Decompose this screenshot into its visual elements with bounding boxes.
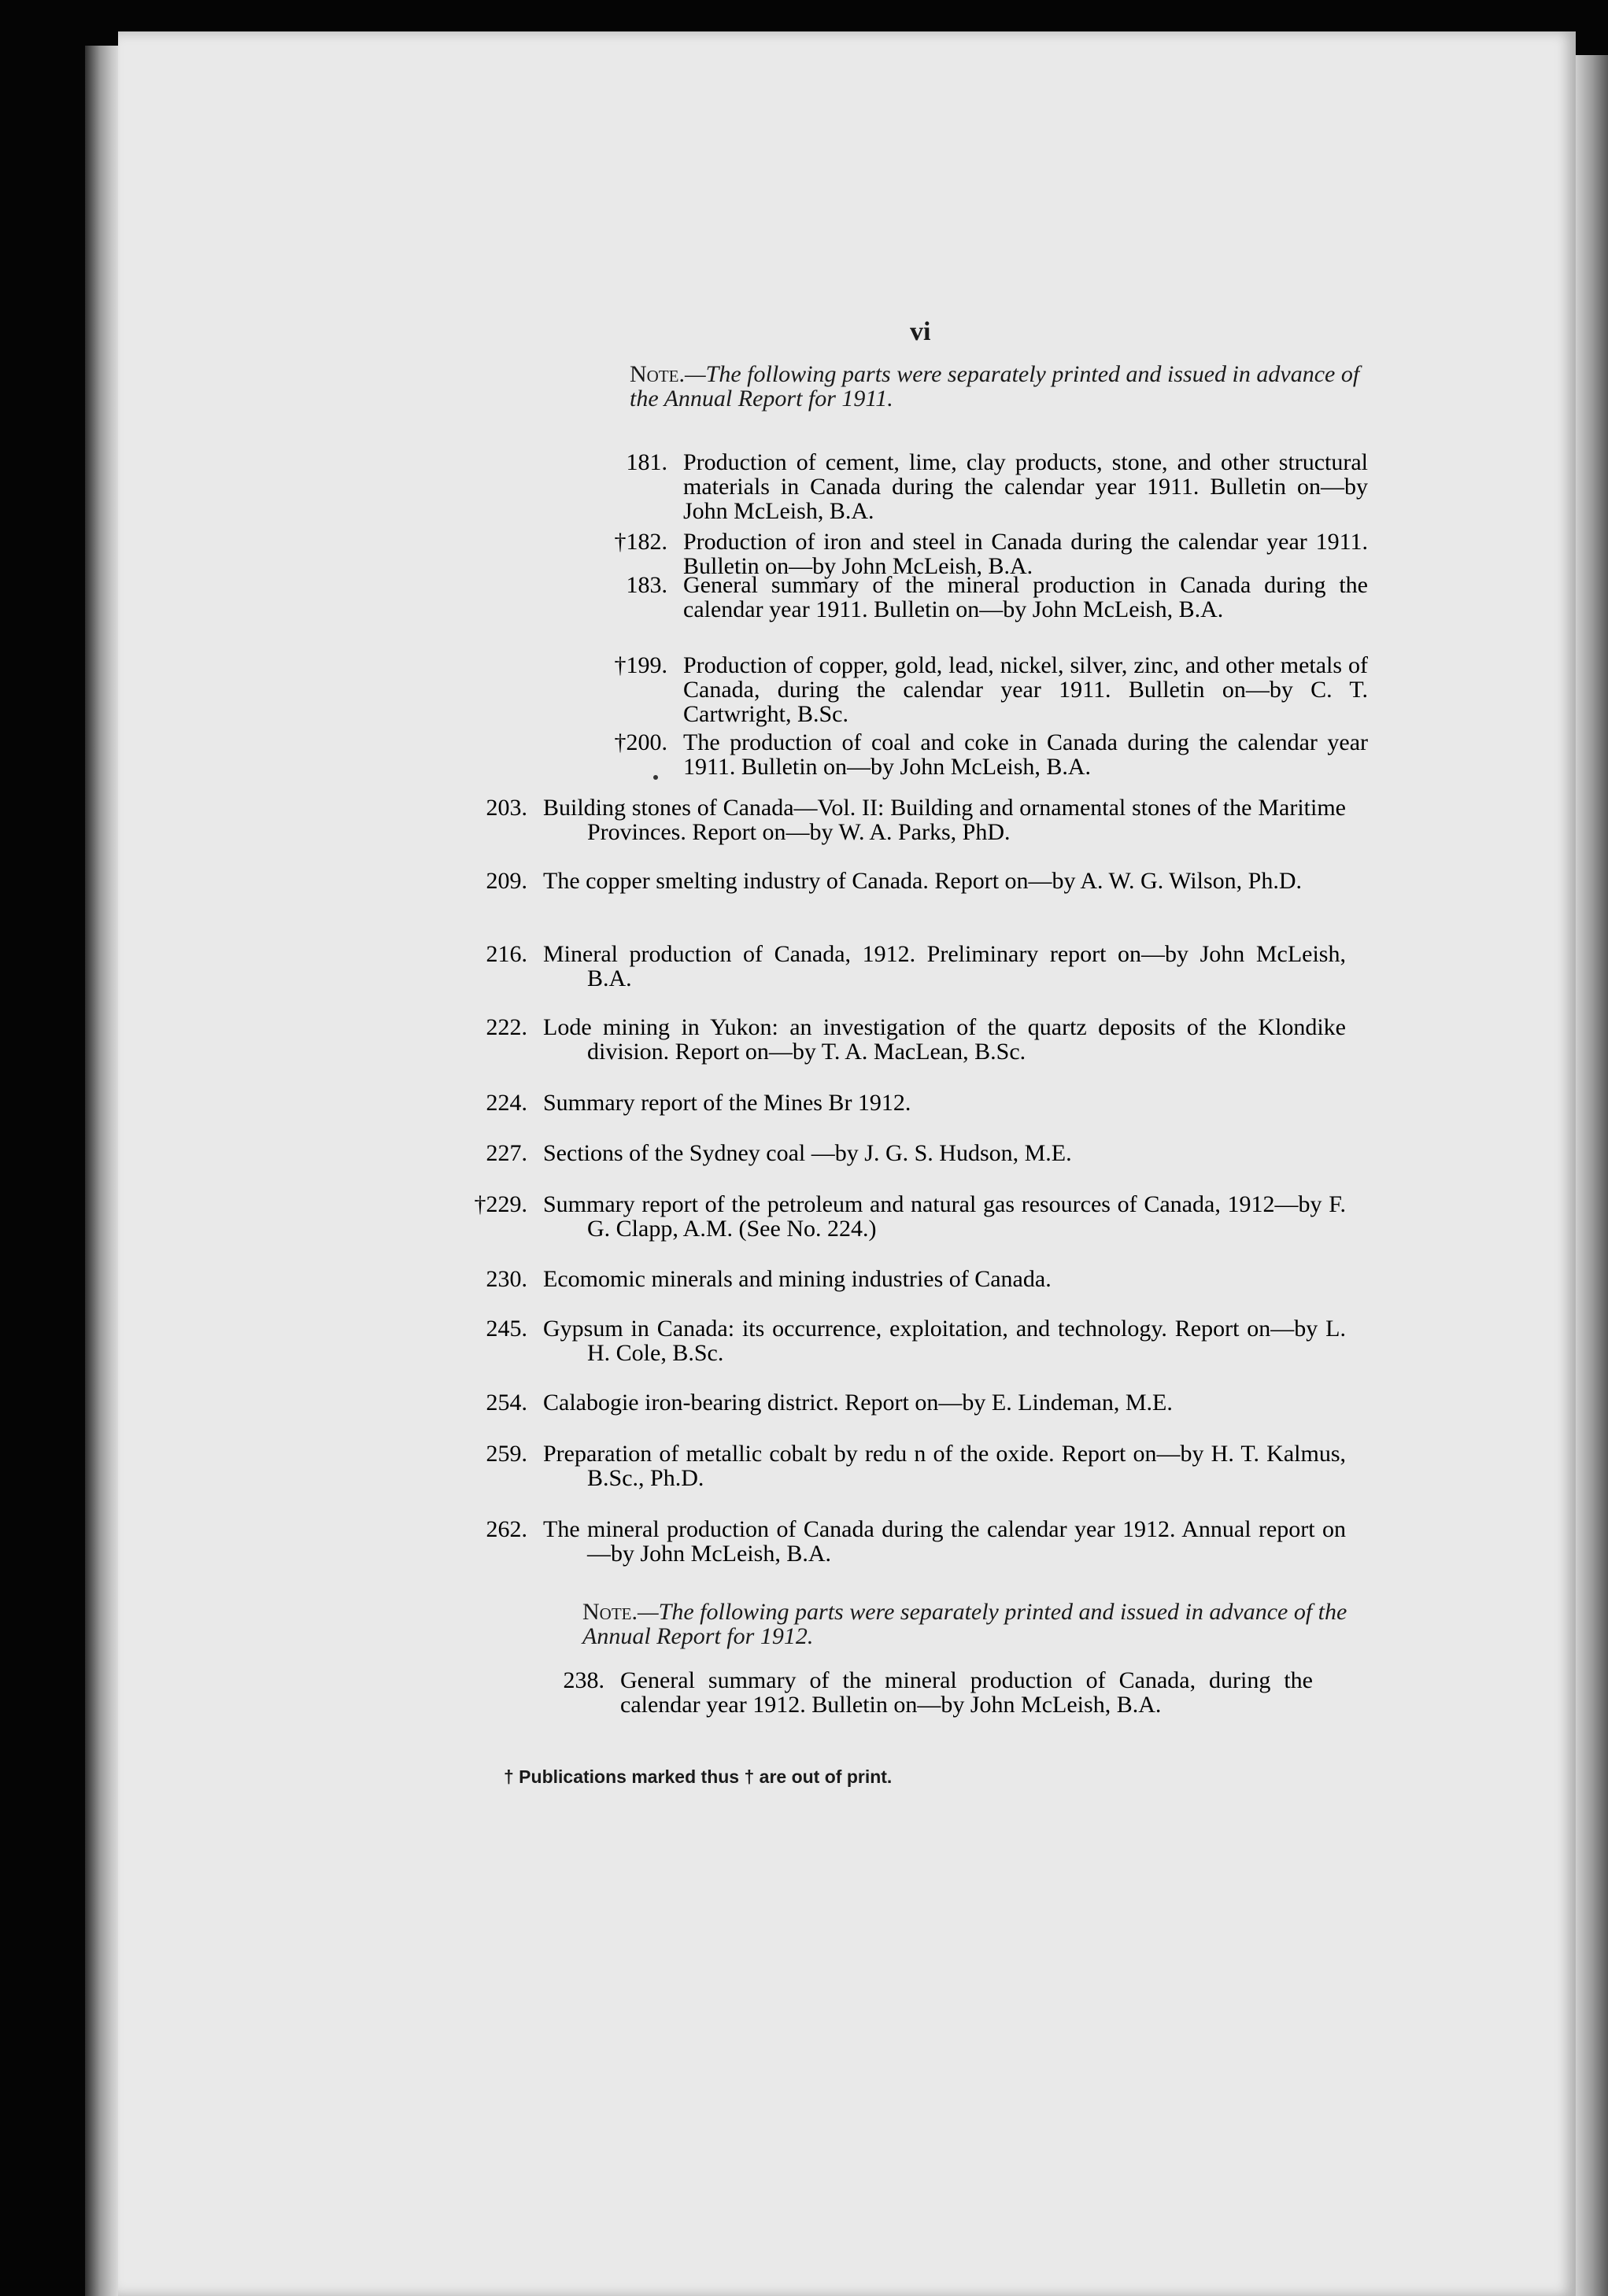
- entry-text: Production of copper, gold, lead, nickel, silver, zinc, and other metals of Canada, during the calendar year 1911. Bulletin on—by C. T. Cartwright, B.Sc.: [683, 652, 1368, 727]
- entry-text: The copper smelting industry of Canada. Report on—by A. W. G. Wilson, Ph.D.: [543, 868, 1302, 894]
- entry-text: General summary of the mineral production of Canada, during the calendar year 1912. Bulletin on—by John McLeish, B.A.: [620, 1667, 1313, 1718]
- entry-number: 238.: [563, 1667, 604, 1693]
- entry-number: †199.: [614, 652, 667, 678]
- note-1911: [630, 362, 1371, 411]
- entry-text: General summary of the mineral production in Canada during the calendar year 1911. Bulletin on—by John McLeish, B.A.: [683, 572, 1368, 622]
- entry-number: 183.: [626, 572, 667, 598]
- entry-text: Summary report of the Mines Br 1912.: [543, 1090, 911, 1116]
- ink-speck: [653, 775, 658, 780]
- entry-text: Mineral production of Canada, 1912. Preliminary report on—by John McLeish, B.A.: [543, 941, 1346, 991]
- entry-number: 230.: [486, 1266, 527, 1292]
- entry-number: 181.: [626, 449, 667, 475]
- entry-text: Ecomomic minerals and mining industries of Canada.: [543, 1266, 1052, 1292]
- entry-text: The mineral production of Canada during the calendar year 1912. Annual report on—by John McLeish, B.A.: [543, 1516, 1346, 1567]
- entry-text: Building stones of Canada—Vol. II: Building and ornamental stones of the Maritime Provinces. Report on—by W. A. Parks, PhD.: [543, 795, 1346, 845]
- note-lead: Note.: [582, 1599, 638, 1625]
- note-text: —The following parts were separately printed and issued in advance of the Annual Report for 1912.: [582, 1599, 1347, 1649]
- entry-text: Summary report of the petroleum and natural gas resources of Canada, 1912—by F. G. Clapp, A.M. (See No. 224.): [543, 1191, 1346, 1242]
- page-number: vi: [910, 317, 931, 346]
- binding-shadow-left: [85, 46, 120, 2296]
- entry-number: 227.: [486, 1140, 527, 1166]
- entry-number: †182.: [614, 529, 667, 555]
- note-text: —The following parts were separately printed and issued in advance of the Annual Report for 1911.: [630, 361, 1360, 412]
- entry-text: Lode mining in Yukon: an investigation of the quartz deposits of the Klondike division. Report on—by T. A. MacLean, B.Sc.: [543, 1014, 1346, 1065]
- entry-number: 216.: [486, 941, 527, 967]
- entry-text: Calabogie iron-bearing district. Report on—by E. Lindeman, M.E.: [543, 1390, 1173, 1416]
- entry-number: 254.: [486, 1390, 527, 1416]
- entry-text: Production of iron and steel in Canada during the calendar year 1911. Bulletin on—by John McLeish, B.A.: [683, 529, 1368, 579]
- entry-text: Production of cement, lime, clay products, stone, and other structural materials in Canada during the calendar year 1911. Bulletin on—by John McLeish, B.A.: [683, 449, 1368, 524]
- entry-number: †229.: [474, 1191, 527, 1217]
- entry-number: 245.: [486, 1316, 527, 1342]
- entry-text: Gypsum in Canada: its occurrence, exploitation, and technology. Report on—by L. H. Cole, B.Sc.: [543, 1316, 1346, 1366]
- entry-number: 262.: [486, 1516, 527, 1542]
- entry-text: The production of coal and coke in Canada during the calendar year 1911. Bulletin on—by John McLeish, B.A.: [683, 729, 1368, 780]
- note-1912: [582, 1600, 1370, 1648]
- entry-text: Sections of the Sydney coal —by J. G. S. Hudson, M.E.: [543, 1140, 1072, 1166]
- entry-number: 222.: [486, 1014, 527, 1040]
- entry-text: Preparation of metallic cobalt by redu n of the oxide. Report on—by H. T. Kalmus, B.Sc., Ph.D.: [543, 1441, 1346, 1491]
- binding-shadow-right: [1576, 55, 1608, 2296]
- note-lead: Note.: [630, 361, 685, 387]
- entry-number: 203.: [486, 795, 527, 821]
- entry-number: 259.: [486, 1441, 527, 1467]
- entry-number: 209.: [486, 868, 527, 894]
- footnote: † Publications marked thus † are out of print.: [504, 1766, 893, 1787]
- entry-number: †200.: [614, 729, 667, 755]
- entry-number: 224.: [486, 1090, 527, 1116]
